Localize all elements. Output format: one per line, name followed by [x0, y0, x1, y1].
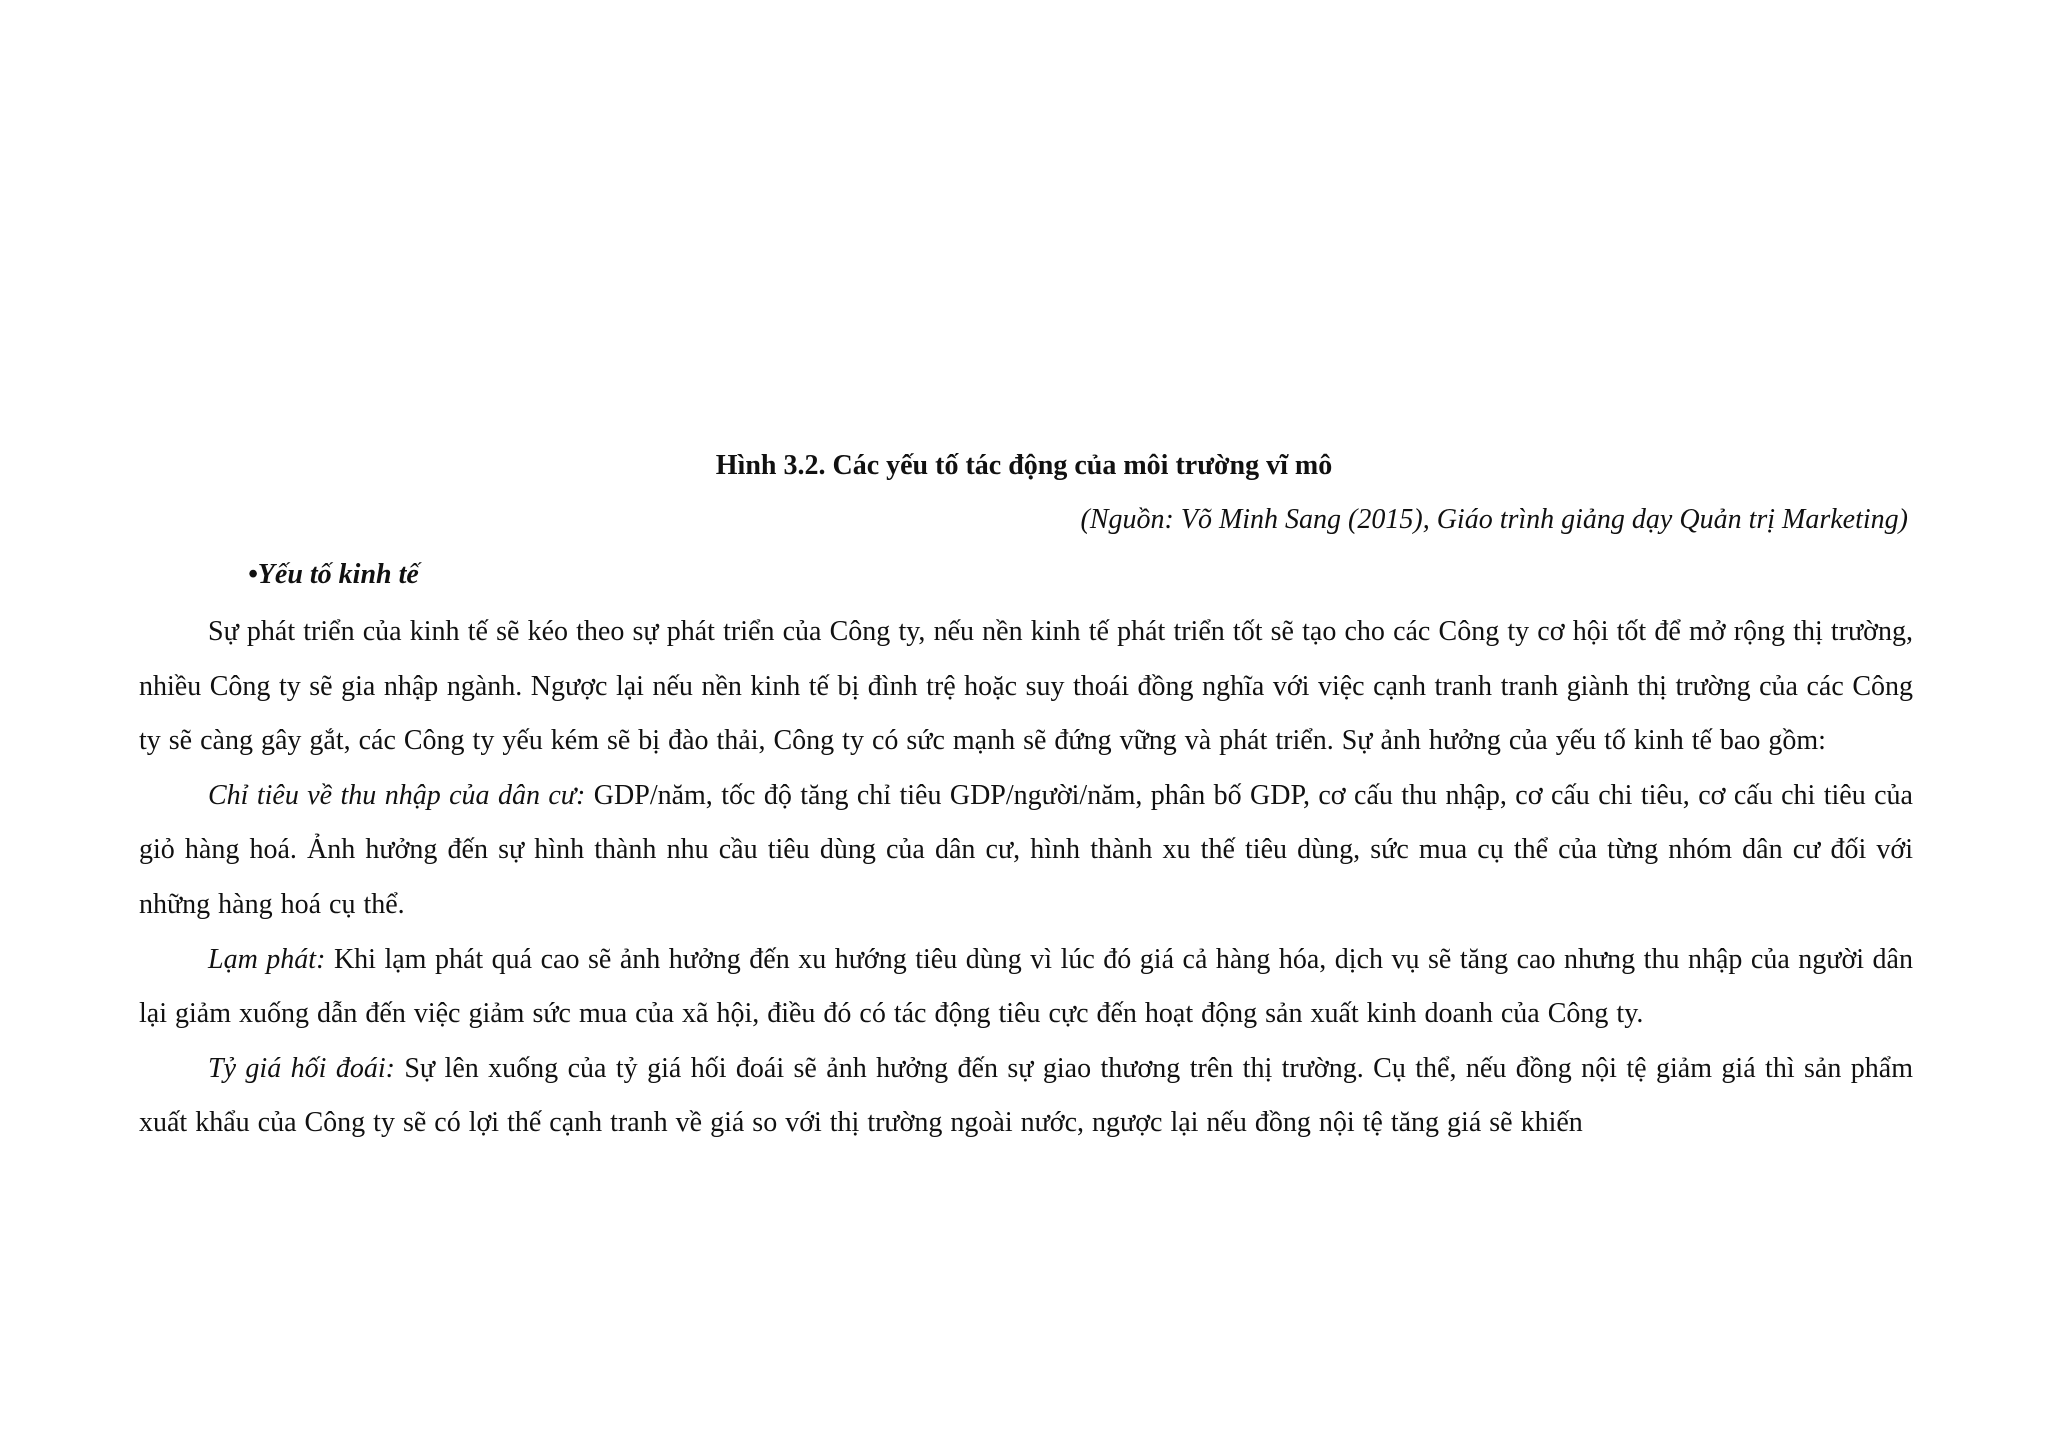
paragraph-lead: Tỷ giá hối đoái:	[208, 1052, 395, 1084]
figure-caption: Hình 3.2. Các yếu tố tác động của môi trường vĩ mô	[715, 450, 1333, 481]
figure-source: (Nguồn: Võ Minh Sang (2015), Giáo trình giảng dạy Quản trị Marketing)	[1080, 504, 1908, 535]
paragraph-economic-intro	[139, 605, 1913, 769]
paragraph-income	[139, 769, 1913, 933]
paragraph-text: GDP/năm, tốc độ tăng chỉ tiêu GDP/người/năm, phân bố GDP, cơ cấu thu nhập, cơ cấu chi tiêu, cơ cấu chi tiêu của giỏ hàng hoá. Ảnh hưởng đến sự hình thành nhu cầu tiêu dùng của dân cư, hình thành xu thế tiêu dùng, sức mua cụ thể của từng nhóm dân cư đối với những hàng hoá cụ thể.	[139, 779, 1913, 920]
paragraph-text: Sự lên xuống của tỷ giá hối đoái sẽ ảnh hưởng đến sự giao thương trên thị trường. Cụ thể, nếu đồng nội tệ giảm giá thì sản phẩm xuất khẩu của Công ty sẽ có lợi thế cạnh tranh về giá so với thị trường ngoài nước, ngược lại nếu đồng nội tệ tăng giá sẽ khiến	[139, 1052, 1913, 1139]
paragraph-inflation	[139, 933, 1913, 1042]
paragraph-exchange-rate	[139, 1042, 1913, 1151]
section-heading: •Yếu tố kinh tế	[248, 559, 419, 590]
paragraph-lead: Chỉ tiêu về thu nhập của dân cư:	[208, 779, 586, 811]
paragraph-text: Khi lạm phát quá cao sẽ ảnh hưởng đến xu hướng tiêu dùng vì lúc đó giá cả hàng hóa, dịch vụ sẽ tăng cao nhưng thu nhập của người dân lại giảm xuống dẫn đến việc giảm sức mua của xã hội, điều đó có tác động tiêu cực đến hoạt động sản xuất kinh doanh của Công ty.	[139, 943, 1913, 1030]
paragraph-text: Sự phát triển của kinh tế sẽ kéo theo sự phát triển của Công ty, nếu nền kinh tế phát triển tốt sẽ tạo cho các Công ty cơ hội tốt để mở rộng thị trường, nhiều Công ty sẽ gia nhập ngành. Ngược lại nếu nền kinh tế bị đình trệ hoặc suy thoái đồng nghĩa với việc cạnh tranh tranh giành thị trường của các Công ty sẽ càng gây gắt, các Công ty yếu kém sẽ bị đào thải, Công ty có sức mạnh sẽ đứng vững và phát triển. Sự ảnh hưởng của yếu tố kinh tế bao gồm:	[139, 616, 1913, 757]
body-text	[139, 605, 1913, 1151]
paragraph-lead: Lạm phát:	[208, 943, 326, 975]
